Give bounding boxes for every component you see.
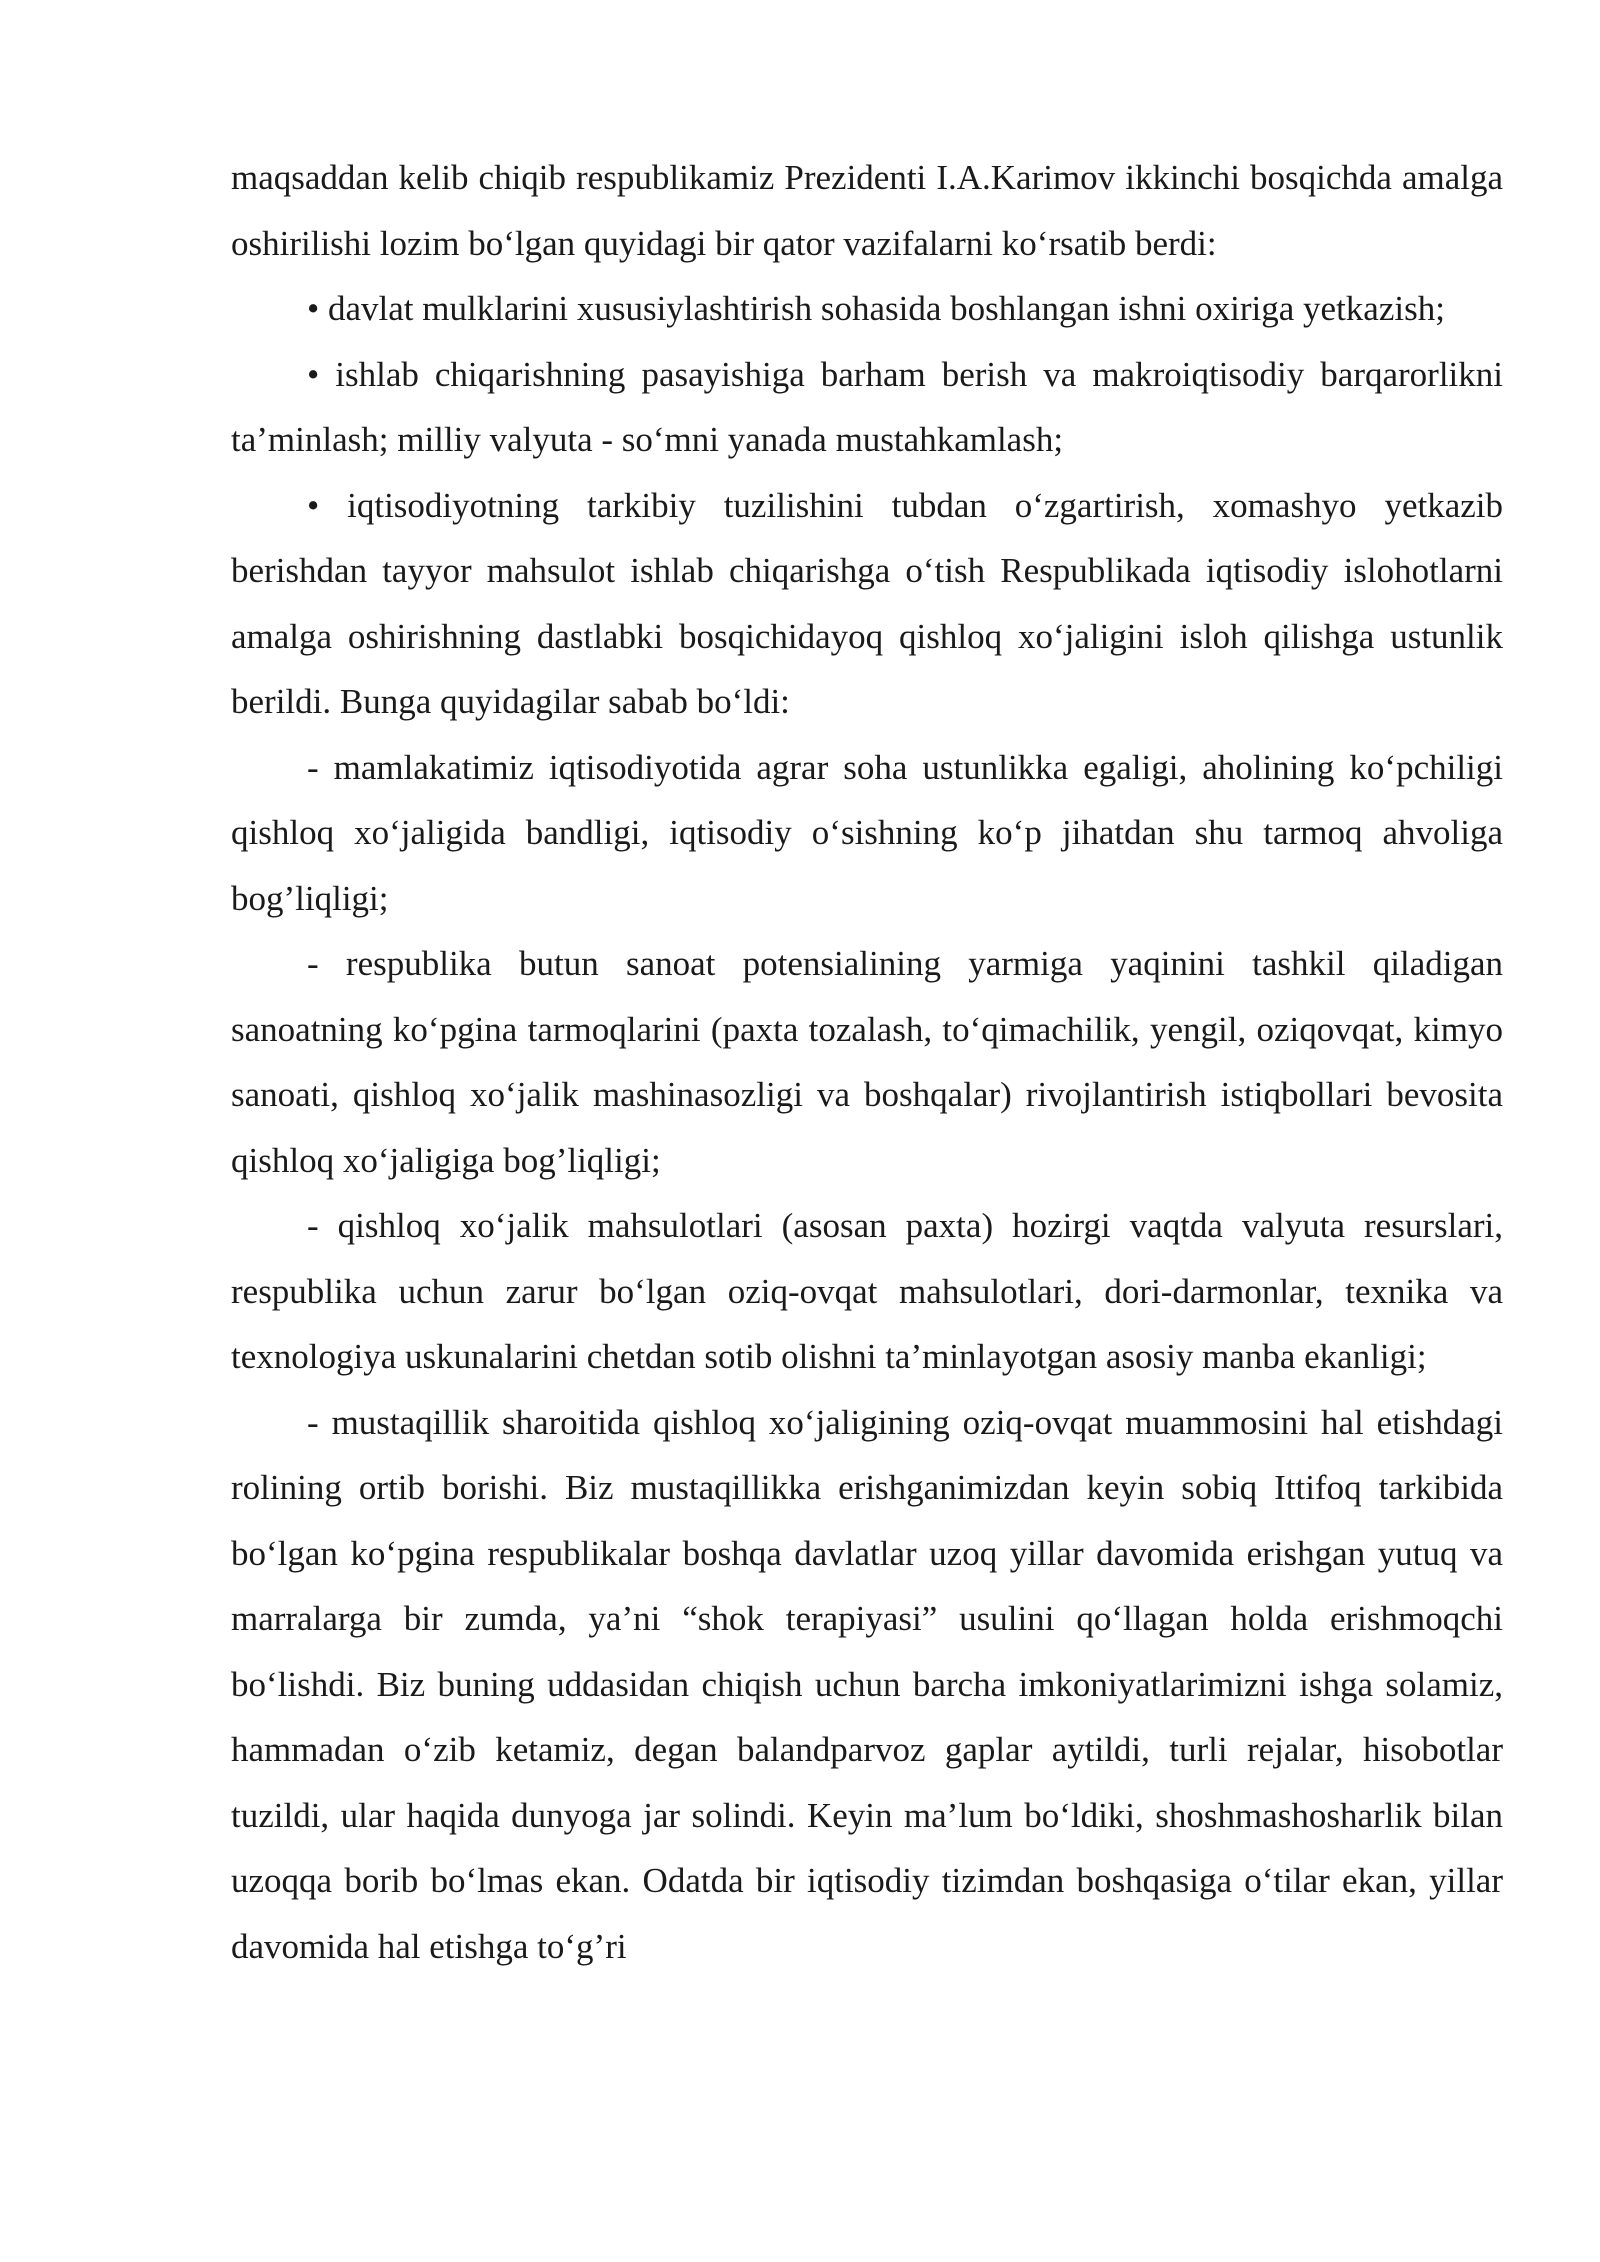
list-item-food-problem: - mustaqillik sharoitida qishloq xo‘jaligining oziq-ovqat muammosini hal etishdagi rolining ortib borishi. Biz mustaqillikka erishganimizdan keyin sobiq Ittifoq tarkibida bo‘lgan ko‘pgina respublikalar boshqa davlatlar uzoq yillar davomida erishgan yutuq va marralarga bir zumda, ya’ni “shok terapiyasi” usulini qo‘llagan holda erishmoqchi bo‘lishdi. Biz buning uddasidan chiqish uchun barcha imkoniyatlarimizni ishga solamiz, hammadan o‘zib ketamiz, degan balandparvoz gaplar aytildi, turli rejalar, hisobotlar tuzildi, ular haqida dunyoga jar solindi. Keyin ma’lum bo‘ldiki, shoshmashosharlik bilan uzoqqa borib bo‘lmas ekan. Odatda bir iqtisodiy tizimdan boshqasiga o‘tilar ekan, yillar davomida hal etishga to‘g’ri: [231, 1402, 1503, 1966]
bullet-item-stabilization: • ishlab chiqarishning pasayishiga barham berish va makroiqtisodiy barqarorlikni ta’minlash; milliy valyuta - so‘mni yanada mustahkamlash;: [231, 354, 1503, 459]
document-body: [231, 145, 1503, 1979]
list-item-industry-potential: - respublika butun sanoat potensialining yarmiga yaqinini tashkil qiladigan sanoatning ko‘pgina tarmoqlarini (paxta tozalash, to‘qimachilik, yengil, oziqovqat, kimyo sanoati, qishloq xo‘jalik mashinasozligi va boshqalar) rivojlantirish istiqbollari bevosita qishloq xo‘jaligiga bog’liqligi;: [231, 944, 1503, 1180]
list-item-currency-resources: - qishloq xo‘jalik mahsulotlari (asosan paxta) hozirgi vaqtda valyuta resurslari, respublika uchun zarur bo‘lgan oziq-ovqat mahsulotlari, dori-darmonlar, texnika va texnologiya uskunalarini chetdan sotib olishni ta’minlayotgan asosiy manba ekanligi;: [231, 1206, 1503, 1376]
paragraph-intro: maqsaddan kelib chiqib respublikamiz Prezidenti I.A.Karimov ikkinchi bosqichda amalga oshirilishi lozim bo‘lgan quyidagi bir qator vazifalarni ko‘rsatib berdi:: [231, 158, 1503, 263]
bullet-item-privatization: • davlat mulklarini xususiylashtirish sohasida boshlangan ishni oxiriga yetkazish;: [307, 289, 1445, 328]
list-item-agrarian-sector: - mamlakatimiz iqtisodiyotida agrar soha ustunlikka egaligi, aholining ko‘pchiligi qishloq xo‘jaligida bandligi, iqtisodiy o‘sishning ko‘p jihatdan shu tarmoq ahvoliga bog’liqligi;: [231, 747, 1503, 918]
bullet-item-restructuring: • iqtisodiyotning tarkibiy tuzilishini tubdan o‘zgartirish, xomashyo yetkazib berishdan tayyor mahsulot ishlab chiqarishga o‘tish Respublikada iqtisodiy islohotlarni amalga oshirishning dastlabki bosqichidayoq qishloq xo‘jaligini isloh qilishga ustunlik berildi. Bunga quyidagilar sabab bo‘ldi:: [231, 485, 1503, 721]
